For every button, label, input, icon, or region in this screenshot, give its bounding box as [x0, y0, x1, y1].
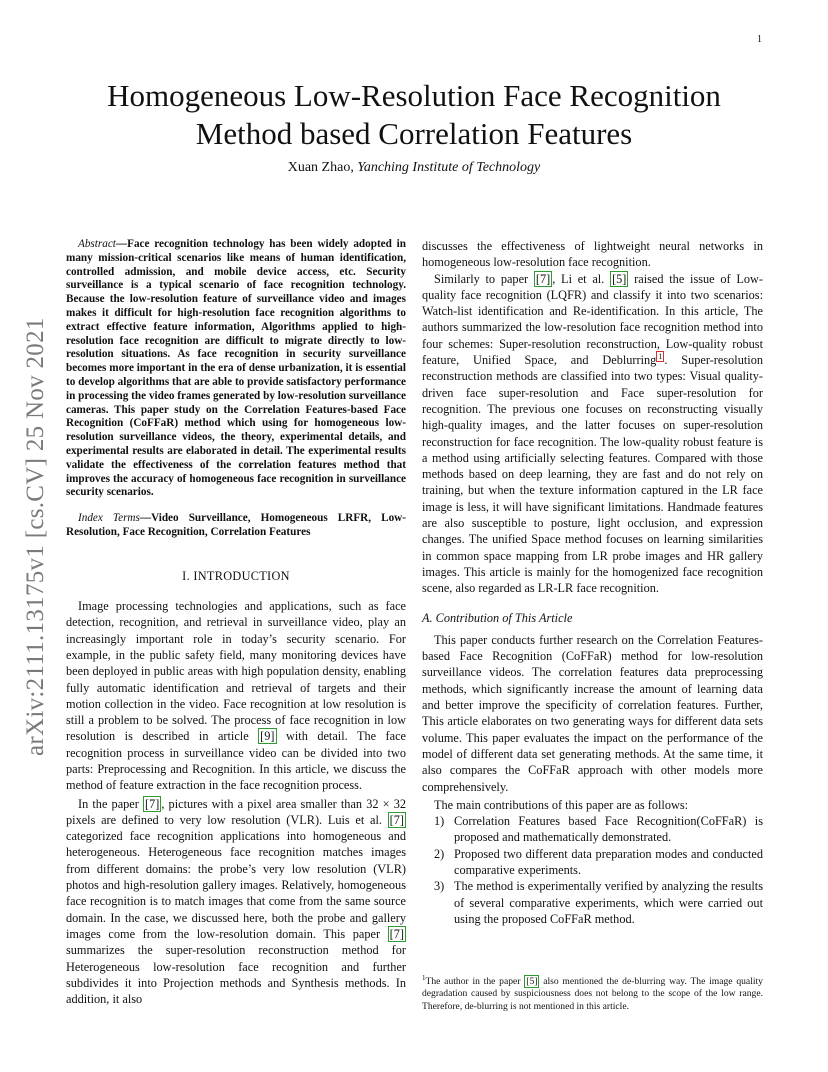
footnote-marker[interactable]: 1 — [658, 351, 663, 361]
title-line-2: Method based Correlation Features — [195, 116, 633, 151]
intro-p1-end: with detail. The face recognition process in surveillance video can be divided into two parts: Preprocessing and Recognition. In this article, we discuss the method of feature extraction in the face recognition process. — [66, 729, 407, 793]
index-terms-text: —Video Surveillance, Homogeneous LRFR, Low-Resolution, Face Recognition, Correlation Features — [66, 512, 406, 538]
contribution-paragraph-2: The main contributions of this paper are as follows: — [434, 797, 689, 812]
arxiv-identifier[interactable]: arXiv:2111.13175v1 [cs.CV] 25 Nov 2021 — [22, 317, 49, 756]
intro-p2-text-c: categorized face recognition applications into homogeneous and heterogeneous. Heterogeneous face recognition matches images from different domains: the probe’s very low resolution (VLR) photos and high-resolution gallery images. Relatively, homogeneous face recognition is to match images that come from the same source domain. In the case, we discussed here, both the probe and gallery images come from the low-resolution domain. This paper — [66, 829, 406, 941]
right-paragraph-0: discusses the effectiveness of lightweight neural networks in homogeneous low-resolution face recognition. — [422, 239, 763, 270]
author-line — [60, 160, 768, 176]
citation-link[interactable]: [7] — [389, 812, 404, 827]
subsection-heading-contribution: A. Contribution of This Article — [422, 610, 573, 625]
right-p1-text-b: , Li et al. — [552, 271, 605, 286]
paper-title — [60, 77, 768, 153]
citation-link[interactable]: [7] — [389, 926, 404, 941]
list-item-number: 3) — [434, 879, 445, 894]
contribution-paragraph-1: This paper conducts further research on the Correlation Features-based Face Recognition (CoFFaR) method for low-resolution surveillance videos. The correlation features data preprocessing methods, which significantly increase the amount of learning data and better improve the specificity of correlation features. Further, This article elaborates on two generating ways for different data sets volume. This paper evaluates the impact on the performance of the model of different data set generating methods. At the same time, it also compares the CoFFaR approach with other models more comprehensively. — [422, 632, 763, 794]
citation-link[interactable]: [9] — [260, 729, 275, 744]
footnote-text-a: The author in the paper — [425, 976, 521, 988]
footnote — [422, 972, 763, 1013]
abstract-text: —Face recognition technology has been widely adopted in many mission-critical scenarios like means of human identification, controlled admission, and mobile device access, etc. Security surveillance is a typical scenario of face recognition technology. Because the low-resolution feature of surveillance video and images makes it difficult for high-resolution face recognition algorithms to extract effective feature information, Algorithms applied to high-resolution face recognition are difficult to migrate directly to low-resolution situations. As face recognition in security surveillance becomes more important in the era of dense urbanization, it is essential to develop algorithms that are able to provide satisfactory performance in processing the video frames generated by low-resolution surveillance cameras. This paper study on the Correlation Features-based Face Recognition (CoFFaR) method which using for homogeneous low-resolution surveillance videos, the theory, experimental details, and experimental results are elaborated in detail. The experimental results validate the effectiveness of the correlation features method that improves the accuracy of homogeneous face recognition in surveillance security scenarios. — [66, 238, 406, 499]
list-item — [422, 813, 763, 846]
author-name: Xuan Zhao, — [287, 160, 354, 175]
list-item-text: The method is experimentally verified by analyzing the results of several comparative experiments, which were carried out using the proposed CoFFaR method. — [454, 879, 763, 926]
list-item-number: 2) — [434, 846, 445, 861]
section-heading-introduction: I. INTRODUCTION — [182, 568, 290, 583]
right-p1-text-a: Similarly to paper — [434, 271, 529, 286]
list-item — [422, 846, 763, 879]
citation-link[interactable]: [7] — [535, 271, 551, 286]
citation-link[interactable]: [5] — [526, 976, 538, 988]
title-line-1: Homogeneous Low-Resolution Face Recognition — [107, 78, 721, 113]
page-number: 1 — [757, 34, 762, 45]
index-terms — [66, 512, 406, 540]
author-affiliation: Yanching Institute of Technology — [357, 160, 541, 175]
right-paragraph-1 — [422, 271, 763, 597]
contributions-list — [422, 813, 763, 927]
intro-p2-text-d: summarizes the super-resolution reconstruction method for Heterogeneous low-resolution face recognition and further subdivides it into Projection methods and Synthesis methods. In addition, it also — [66, 943, 406, 1007]
list-item-text: Proposed two different data preparation modes and conducted comparative experiments. — [454, 846, 763, 877]
right-p1-text-c: raised the issue of Low-quality face recognition (LQFR) and classify it into two scenarios: Watch-list identification and Re-identification. In this article, The authors summarized the low-resolution face recognition method into four schemes: Super-resolution reconstruction, Low-quality robust feature, Unified Space, and Deblurring — [422, 271, 763, 368]
right-p1-text-d: . Super-resolution reconstruction methods are classified into two types: Visual quality-driven face super-resolution and Face super-resolution for recognition. The previous one focuses on reconstructing visually high-quality images, and the latter focuses on super-resolution reconstruction for face recognition. The low-quality robust feature is a method using artificially selecting features. Compared with those methods based on deep learning, they are fast and do not rely on training, but when the texture information captured in the LR face image is less, it will have significant limitations. Handmade features are also susceptible to posture, light occlusion, and expression changes. The unified Space method focuses on learning similarities in common space mapping from LR probe images and HR gallery images. This article is mainly for the homogenized face recognition scene, also regarded as LR-LR face recognition. — [422, 353, 763, 596]
footnote-text-b: also mentioned the de-blurring way. The image quality degradation caused by suspiciousness does not belong to the scope of the low range. Therefore, de-blurring is not mentioned in this article. — [422, 976, 763, 1012]
right-column — [422, 238, 763, 927]
abstract — [66, 238, 406, 500]
list-item-text: Correlation Features based Face Recognition(CoFFaR) is proposed and mathematically demonstrated. — [454, 814, 763, 845]
list-item-number: 1) — [434, 814, 445, 829]
footnote-number: 1 — [422, 974, 426, 982]
citation-link[interactable]: [5] — [612, 271, 627, 286]
list-item — [422, 878, 763, 927]
intro-paragraph-1 — [66, 598, 406, 794]
index-terms-label: Index Terms — [78, 512, 140, 525]
abstract-label: Abstract — [78, 238, 116, 250]
intro-paragraph-2 — [66, 796, 406, 1008]
citation-link[interactable]: [7] — [145, 796, 160, 811]
intro-p2-text-b: , pictures with a pixel area smaller than 32 × 32 pixels are defined to very low resolution (VLR). Luis et al. — [66, 796, 406, 827]
intro-p1-text: Image processing technologies and applications, such as face detection, recognition, and retrieval in surveillance video, play an increasingly important role in today’s security scenario. For example, in the public safety field, many monitoring devices have been deployed in public areas with high population density, enabling fully automatic identification and retrieval of targets and their motion collection in the video. Face recognition at low resolution is still a problem to be solved. The process of face recognition in low resolution is described in article — [66, 599, 406, 744]
intro-p2-text-a: In the paper — [78, 796, 139, 811]
left-column — [66, 238, 406, 1007]
